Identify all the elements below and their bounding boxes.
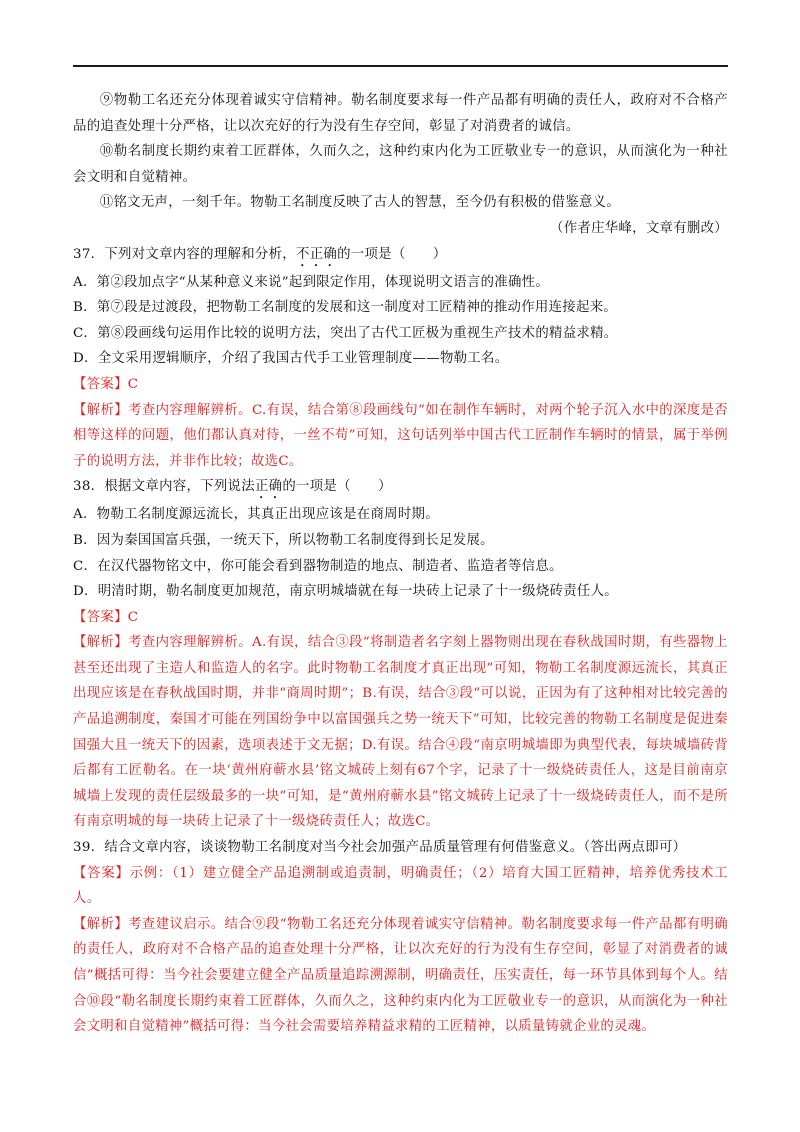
question-37-stem: [73, 242, 728, 270]
question-37-option-b: B．第⑦段是过渡段，把物勒工名制度的发展和这一制度对工匠精神的推动作用连接起来。: [73, 300, 618, 316]
question-38-stem: [73, 474, 728, 502]
passage-source: （作者庄华峰，文章有删改）: [550, 220, 728, 236]
document-body: [73, 88, 728, 1040]
answer-label: 【答案】: [73, 376, 128, 392]
question-38-option-d: D．明清时期，勒名制度更加规范，南京明城墙就在每一块砖上记录了十一级烧砖责任人。: [73, 584, 618, 600]
question-37-emphasis: 不正确: [296, 246, 338, 262]
answer-value: C: [127, 376, 139, 392]
question-37-option-d: D．全文采用逻辑顺序，介绍了我国古代手工业管理制度——物勒工名。: [73, 351, 509, 367]
question-37-analysis: [73, 398, 728, 475]
analysis-text: 考查内容理解辨析。A.有误，结合③段“将制造者名字刻上器物则出现在春秋战国时期，有些器物上甚至还出现了主造人和监造人的名字。此时物勒工名制度才真正出现”可知，物勒工名制度源远流长，其真正出现应该是在春秋战国时期，并非“商周时期”；B.有误，结合③段“可以说，正因为有了这种相对比较完善的产品追溯制度，秦国才可能在列国纷争中以富国强兵之势一统天下”可知，比较完善的物勒工名制度是促进秦国强大且一统天下的因素，选项表述于文无据；D.有误。结合④段“南京明城墙即为典型代表，每块城墙砖背后都有工匠勒名。在一块‘黄州府蕲水县’铭文城砖上刻有67个字，记录了十一级烧砖责任人，这是目前南京城墙上发现的责任层级最多的一块”可知，是“黄州府蕲水县”铭文城砖上记录了十一级烧砖责任人，而不是所有南京明城的每一块砖上记录了十一级烧砖责任人；故选C。: [73, 635, 728, 830]
analysis-label: 【解析】: [73, 635, 129, 651]
answer-value: C: [127, 609, 139, 625]
question-38-option-a: A．物勒工名制度源远流长，其真正出现应该是在商周时期。: [73, 507, 439, 523]
passage-paragraph-10: ⑩勒名制度长期约束着工匠群体，久而久之，这种约束内化为工匠敬业专一的意识，从而演化为一种社会文明和自觉精神。: [73, 144, 728, 185]
analysis-label: 【解析】: [73, 916, 129, 932]
question-37-answer: [73, 372, 728, 398]
question-37-stem-tail: 的一项是（ ）: [337, 246, 447, 262]
answer-value: 示例：（1）建立健全产品追溯制或追责制，明确责任；（2）培育大国工匠精神，培养优秀技术工人。: [73, 865, 729, 907]
question-38-analysis: [73, 630, 728, 835]
question-38-stem-text: 38．根据文章内容，下列说法: [73, 479, 255, 495]
analysis-text: 考查建议启示。结合⑨段“物勒工名还充分体现着诚实守信精神。勒名制度要求每一件产品都有明确的责任人，政府对不合格产品的追查处理十分严格，让以次充好的行为没有生存空间，彰显了对消费者的诚信”概括可得：当今社会要建立健全产品质量追踪溯源制，明确责任，压实责任，每一环节具体到每个人。结合⑩段“勒名制度长期约束着工匠群体，久而久之，这种约束内化为工匠敬业专一的意识，从而演化为一种社会文明和自觉精神”概括可得：当今社会需要培养精益求精的工匠精神，以质量铸就企业的灵魂。: [73, 916, 728, 1035]
passage-paragraph-9: ⑨物勒工名还充分体现着诚实守信精神。勒名制度要求每一件产品都有明确的责任人，政府对不合格产品的追查处理十分严格，让以次充好的行为没有生存空间，彰显了对消费者的诚信。: [73, 93, 728, 134]
question-38-option-b: B．因为秦国国富兵强，一统天下，所以物勒工名制度得到长足发展。: [73, 532, 494, 548]
question-38-answer: [73, 605, 728, 631]
question-38-stem-tail: 的一项是（ ）: [282, 479, 392, 495]
answer-label: 【答案】: [73, 609, 128, 625]
question-39-answer: [73, 861, 728, 912]
question-39-stem: 39．结合文章内容，谈谈物勒工名制度对当今社会加强产品质量管理有何借鉴意义。（答出两点即可）: [73, 840, 687, 856]
question-37-option-c: C．第⑧段画线句运用作比较的说明方法，突出了古代工匠极为重视生产技术的精益求精。: [73, 325, 618, 341]
answer-label: 【答案】: [73, 865, 130, 881]
passage-paragraph-11: ⑪铭文无声，一刻千年。物勒工名制度反映了古人的智慧，至今仍有积极的借鉴意义。: [99, 195, 621, 211]
question-37-stem-text: 37．下列对文章内容的理解和分析，: [73, 246, 296, 262]
question-37-option-a: A．第②段加点字“从某种意义来说”起到限定作用，体现说明文语言的准确性。: [73, 274, 550, 290]
question-38-emphasis: 正确: [254, 479, 283, 495]
question-38-option-c: C．在汉代器物铭文中，你可能会看到器物制造的地点、制造者、监造者等信息。: [73, 558, 563, 574]
question-39-analysis: [73, 912, 728, 1040]
analysis-text: 考查内容理解辨析。C.有误，结合第⑧段画线句“如在制作车辆时，对两个轮子沉入水中的深度是否相等这样的问题，他们都认真对待，一丝不苟”可知，这句话列举中国古代工匠制作车辆时的情景，属于举例子的说明方法，并非作比较；故选C。: [73, 402, 728, 469]
header-rule: [73, 65, 728, 67]
analysis-label: 【解析】: [73, 402, 129, 418]
